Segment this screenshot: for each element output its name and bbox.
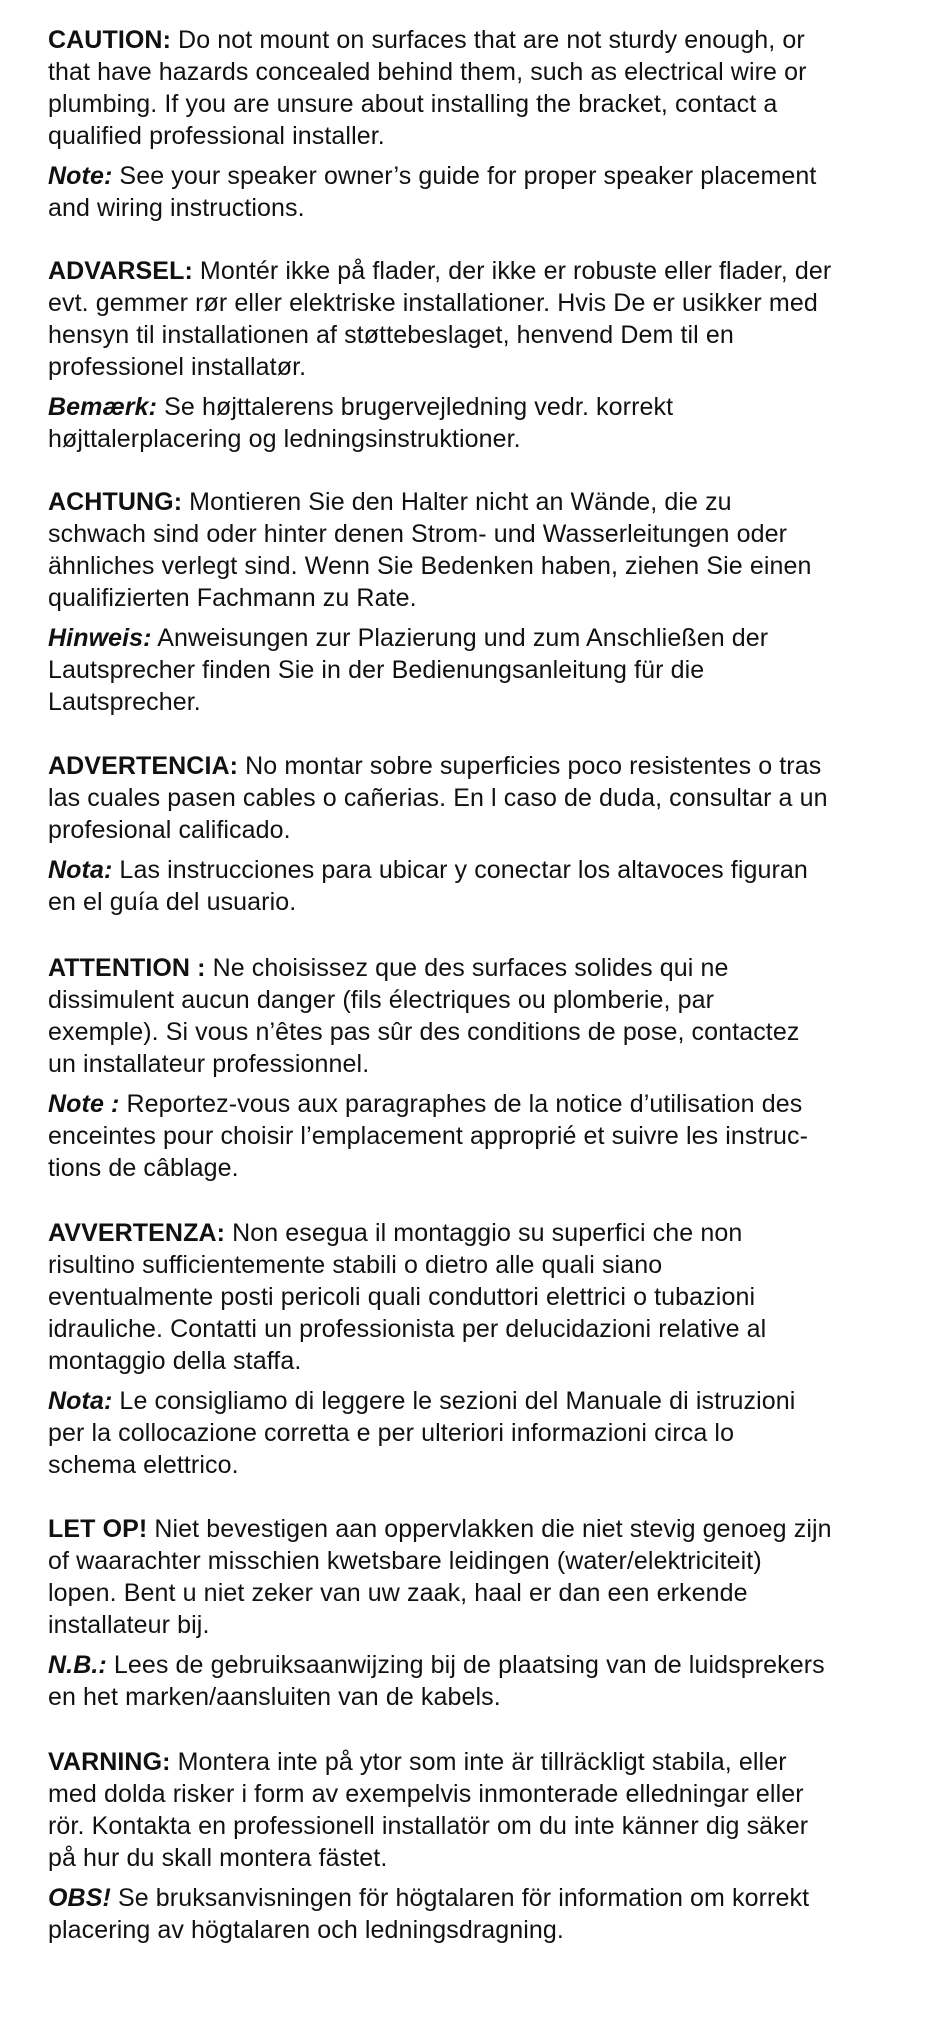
warning-line-2: that have hazards concealed behind them, such as electrical wire or: [48, 58, 807, 86]
warning-paragraph: [48, 1746, 928, 1874]
warning-line-2: evt. gemmer rør eller elektriske installationer. Hvis De er usikker med: [48, 289, 818, 317]
note-paragraph: [48, 1882, 928, 1946]
note-line-1: Note: See your speaker owner’s guide for proper speaker placement: [48, 162, 817, 190]
note-paragraph: [48, 622, 928, 718]
warning-paragraph: [48, 1513, 928, 1641]
warning-line-4: installateur bij.: [48, 1611, 210, 1639]
section-danish: [48, 255, 928, 455]
warning-line-3: rör. Kontakta en professionell installatör om du inte känner dig säker: [48, 1812, 809, 1840]
section-german: [48, 486, 928, 718]
warning-line-1: LET OP! Niet bevestigen aan oppervlakken die niet stevig genoeg zijn: [48, 1515, 832, 1543]
note-line-2: en het marken/aansluiten van de kabels.: [48, 1683, 501, 1711]
note-line-2: per la collocazione corretta e per ulteriori informazioni circa lo: [48, 1419, 735, 1447]
warning-line-4: qualified professional installer.: [48, 122, 385, 150]
warning-line-2: dissimulent aucun danger (fils électriques ou plomberie, par: [48, 986, 715, 1014]
warning-line-4: professionel installatør.: [48, 353, 307, 381]
note-label: Bemærk:: [48, 393, 158, 421]
section-english: [48, 24, 928, 224]
warning-line-3: ähnliches verlegt sind. Wenn Sie Bedenken haben, ziehen Sie einen: [48, 552, 812, 580]
note-label: Note:: [48, 162, 113, 190]
warning-line-3: hensyn til installationen af støttebeslaget, henvend Dem til en: [48, 321, 734, 349]
note-label: Note :: [48, 1090, 120, 1118]
warning-paragraph: [48, 1217, 928, 1377]
warning-paragraph: [48, 750, 928, 846]
note-paragraph: [48, 1385, 928, 1481]
warning-line-2: of waarachter misschien kwetsbare leidingen (water/elektriciteit): [48, 1547, 762, 1575]
warning-line-1: ADVARSEL: Montér ikke på flader, der ikke er robuste eller flader, der: [48, 257, 832, 285]
note-line-1: Nota: Las instrucciones para ubicar y conectar los altavoces figuran: [48, 856, 808, 884]
note-label: Hinweis:: [48, 624, 152, 652]
note-line-2: en el guía del usuario.: [48, 888, 297, 916]
note-line-1: Note : Reportez-vous aux paragraphes de la notice d’utilisation des: [48, 1090, 803, 1118]
note-paragraph: [48, 1649, 928, 1713]
warning-line-4: idrauliche. Contatti un professionista per delucidazioni relative al: [48, 1315, 767, 1343]
warning-line-1: AVVERTENZA: Non esegua il montaggio su superfici che non: [48, 1219, 743, 1247]
note-line-2: Lautsprecher finden Sie in der Bedienungsanleitung für die: [48, 656, 705, 684]
note-label: N.B.:: [48, 1651, 107, 1679]
note-line-3: Lautsprecher.: [48, 688, 201, 716]
warning-line-3: exemple). Si vous n’êtes pas sûr des conditions de pose, contactez: [48, 1018, 800, 1046]
warning-label: CAUTION:: [48, 26, 172, 54]
note-line-3: schema elettrico.: [48, 1451, 239, 1479]
warning-line-1: VARNING: Montera inte på ytor som inte är tillräckligt stabila, eller: [48, 1748, 787, 1776]
warning-line-1: ATTENTION : Ne choisissez que des surfaces solides qui ne: [48, 954, 729, 982]
note-line-1: Hinweis: Anweisungen zur Plazierung und zum Anschließen der: [48, 624, 769, 652]
note-paragraph: [48, 391, 928, 455]
warning-paragraph: [48, 255, 928, 383]
warning-paragraph: [48, 952, 928, 1080]
warning-label: LET OP!: [48, 1515, 148, 1543]
note-line-2: placering av högtalaren och ledningsdragning.: [48, 1916, 564, 1944]
note-paragraph: [48, 854, 928, 918]
warning-line-1: ACHTUNG: Montieren Sie den Halter nicht an Wände, die zu: [48, 488, 732, 516]
section-italian: [48, 1217, 928, 1481]
warning-line-1: CAUTION: Do not mount on surfaces that are not sturdy enough, or: [48, 26, 805, 54]
warning-line-5: montaggio della staffa.: [48, 1347, 302, 1375]
note-line-1: N.B.: Lees de gebruiksaanwijzing bij de plaatsing van de luidsprekers: [48, 1651, 825, 1679]
warning-label: ADVARSEL:: [48, 257, 193, 285]
note-label: Nota:: [48, 1387, 113, 1415]
warning-line-4: på hur du skall montera fästet.: [48, 1844, 388, 1872]
section-spanish: [48, 750, 928, 918]
section-french: [48, 952, 928, 1184]
warning-line-3: profesional calificado.: [48, 816, 291, 844]
warning-paragraph: [48, 486, 928, 614]
note-line-3: tions de câblage.: [48, 1154, 239, 1182]
warning-label: ADVERTENCIA:: [48, 752, 239, 780]
warning-line-4: qualifizierten Fachmann zu Rate.: [48, 584, 417, 612]
section-dutch: [48, 1513, 928, 1713]
note-label: Nota:: [48, 856, 113, 884]
warning-line-2: las cuales pasen cables o cañerias. En l caso de duda, consultar a un: [48, 784, 828, 812]
warning-line-4: un installateur professionnel.: [48, 1050, 370, 1078]
warning-label: VARNING:: [48, 1748, 171, 1776]
warning-line-2: schwach sind oder hinter denen Strom- und Wasserleitungen oder: [48, 520, 788, 548]
warning-line-2: risultino sufficientemente stabili o dietro alle quali siano: [48, 1251, 663, 1279]
warning-line-3: plumbing. If you are unsure about installing the bracket, contact a: [48, 90, 778, 118]
warning-line-2: med dolda risker i form av exempelvis inmonterade elledningar eller: [48, 1780, 804, 1808]
warning-label: AVVERTENZA:: [48, 1219, 226, 1247]
warning-label: ATTENTION :: [48, 954, 206, 982]
note-line-2: enceintes pour choisir l’emplacement approprié et suivre les instruc-: [48, 1122, 809, 1150]
note-paragraph: [48, 160, 928, 224]
warning-line-3: eventualmente posti pericoli quali conduttori elettrici o tubazioni: [48, 1283, 756, 1311]
warning-line-3: lopen. Bent u niet zeker van uw zaak, haal er dan een erkende: [48, 1579, 748, 1607]
note-line-1: Bemærk: Se højttalerens brugervejledning vedr. korrekt: [48, 393, 674, 421]
warning-line-1: ADVERTENCIA: No montar sobre superficies poco resistentes o tras: [48, 752, 822, 780]
warning-label: ACHTUNG:: [48, 488, 183, 516]
section-swedish: [48, 1746, 928, 1946]
note-line-2: and wiring instructions.: [48, 194, 305, 222]
note-label: OBS!: [48, 1884, 111, 1912]
note-line-1: Nota: Le consigliamo di leggere le sezioni del Manuale di istruzioni: [48, 1387, 796, 1415]
warning-paragraph: [48, 24, 928, 152]
note-paragraph: [48, 1088, 928, 1184]
note-line-2: højttalerplacering og ledningsinstruktioner.: [48, 425, 521, 453]
note-line-1: OBS! Se bruksanvisningen för högtalaren för information om korrekt: [48, 1884, 810, 1912]
